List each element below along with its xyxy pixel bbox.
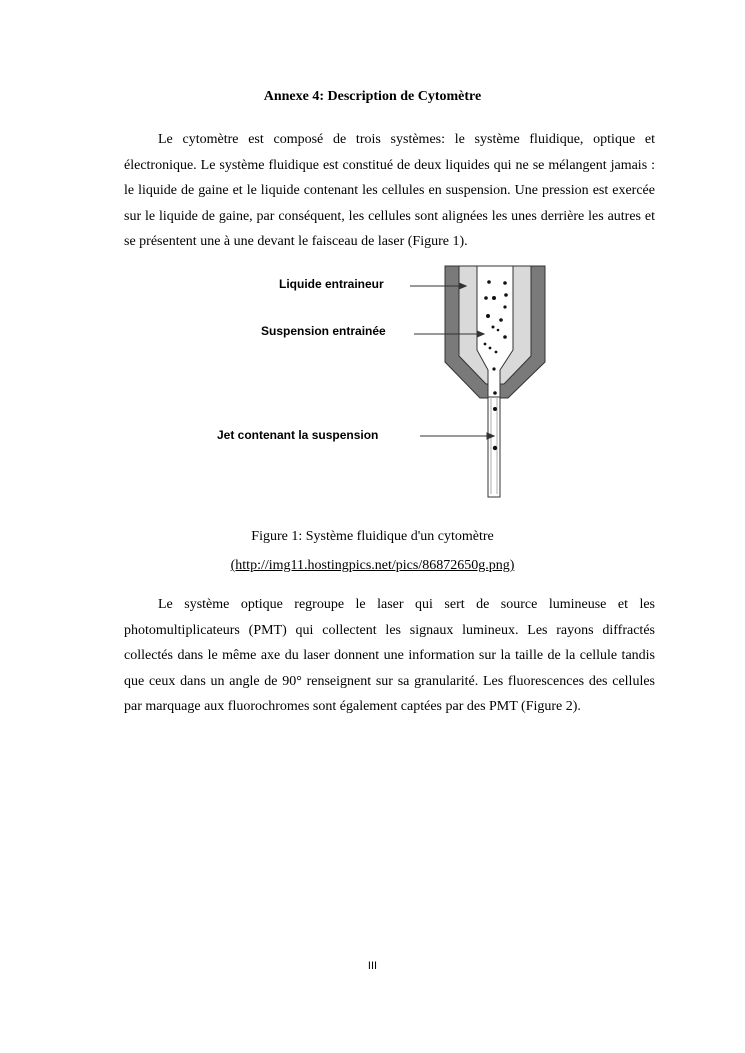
- cell: [504, 293, 508, 297]
- paragraph-optical-system: [124, 592, 655, 720]
- label-sheath-fluid: Liquide entraineur: [279, 277, 384, 291]
- cell: [493, 391, 497, 395]
- paragraph-fluidic-system: [124, 127, 655, 255]
- cell: [503, 335, 507, 339]
- cell: [499, 318, 503, 322]
- cell: [493, 446, 497, 450]
- cell: [495, 351, 498, 354]
- page-title: Annexe 4: Description de Cytomètre: [263, 89, 482, 104]
- cell: [492, 326, 495, 329]
- figure-caption: Figure 1: Système fluidique d'un cytomètre: [251, 529, 494, 544]
- cell: [486, 314, 490, 318]
- cell: [489, 347, 492, 350]
- paragraph-optical-text: Le système optique regroupe le laser qui sert de source lumineuse et les photomultiplicateurs (PMT) qui collectent les signaux lumineux. Les rayons diffractés collectés dans le même axe du laser donnent une information sur la taille de la cellule tandis que ceux dans un angle de 90° renseignent sur sa granularité. Les fluorescences des cellules par marquage aux fluorochromes sont également captées par des PMT (Figure 2).: [124, 597, 655, 715]
- cell: [492, 296, 496, 300]
- cell: [503, 281, 507, 285]
- figure-source-link[interactable]: (http://img11.hostingpics.net/pics/86872650g.png): [230, 558, 515, 573]
- paragraph-fluidic-text: Le cytomètre est composé de trois systèmes: le système fluidique, optique et électronique. Le système fluidique est constitué de deux liquides qui ne se mélangent jamais : le liquide de gaine et le liquide contenant les cellules en suspension. Une pression est exercée sur le liquide de gaine, par conséquent, les cellules sont alignées les unes derrière les autres et se présentent une à une devant le faisceau de laser (Figure 1).: [124, 132, 655, 250]
- figure-source: [0, 557, 745, 575]
- cell: [497, 329, 500, 332]
- figure-fluidic-diagram: [200, 262, 560, 502]
- label-suspension: Suspension entrainée: [261, 324, 386, 338]
- cell: [484, 296, 488, 300]
- cell: [493, 407, 497, 411]
- cell: [503, 305, 506, 308]
- cell: [492, 367, 495, 370]
- cell: [487, 280, 491, 284]
- label-jet: Jet contenant la suspension: [217, 428, 379, 442]
- fluidic-system-diagram: [200, 262, 560, 502]
- cell: [484, 343, 487, 346]
- page-number: III: [367, 960, 378, 972]
